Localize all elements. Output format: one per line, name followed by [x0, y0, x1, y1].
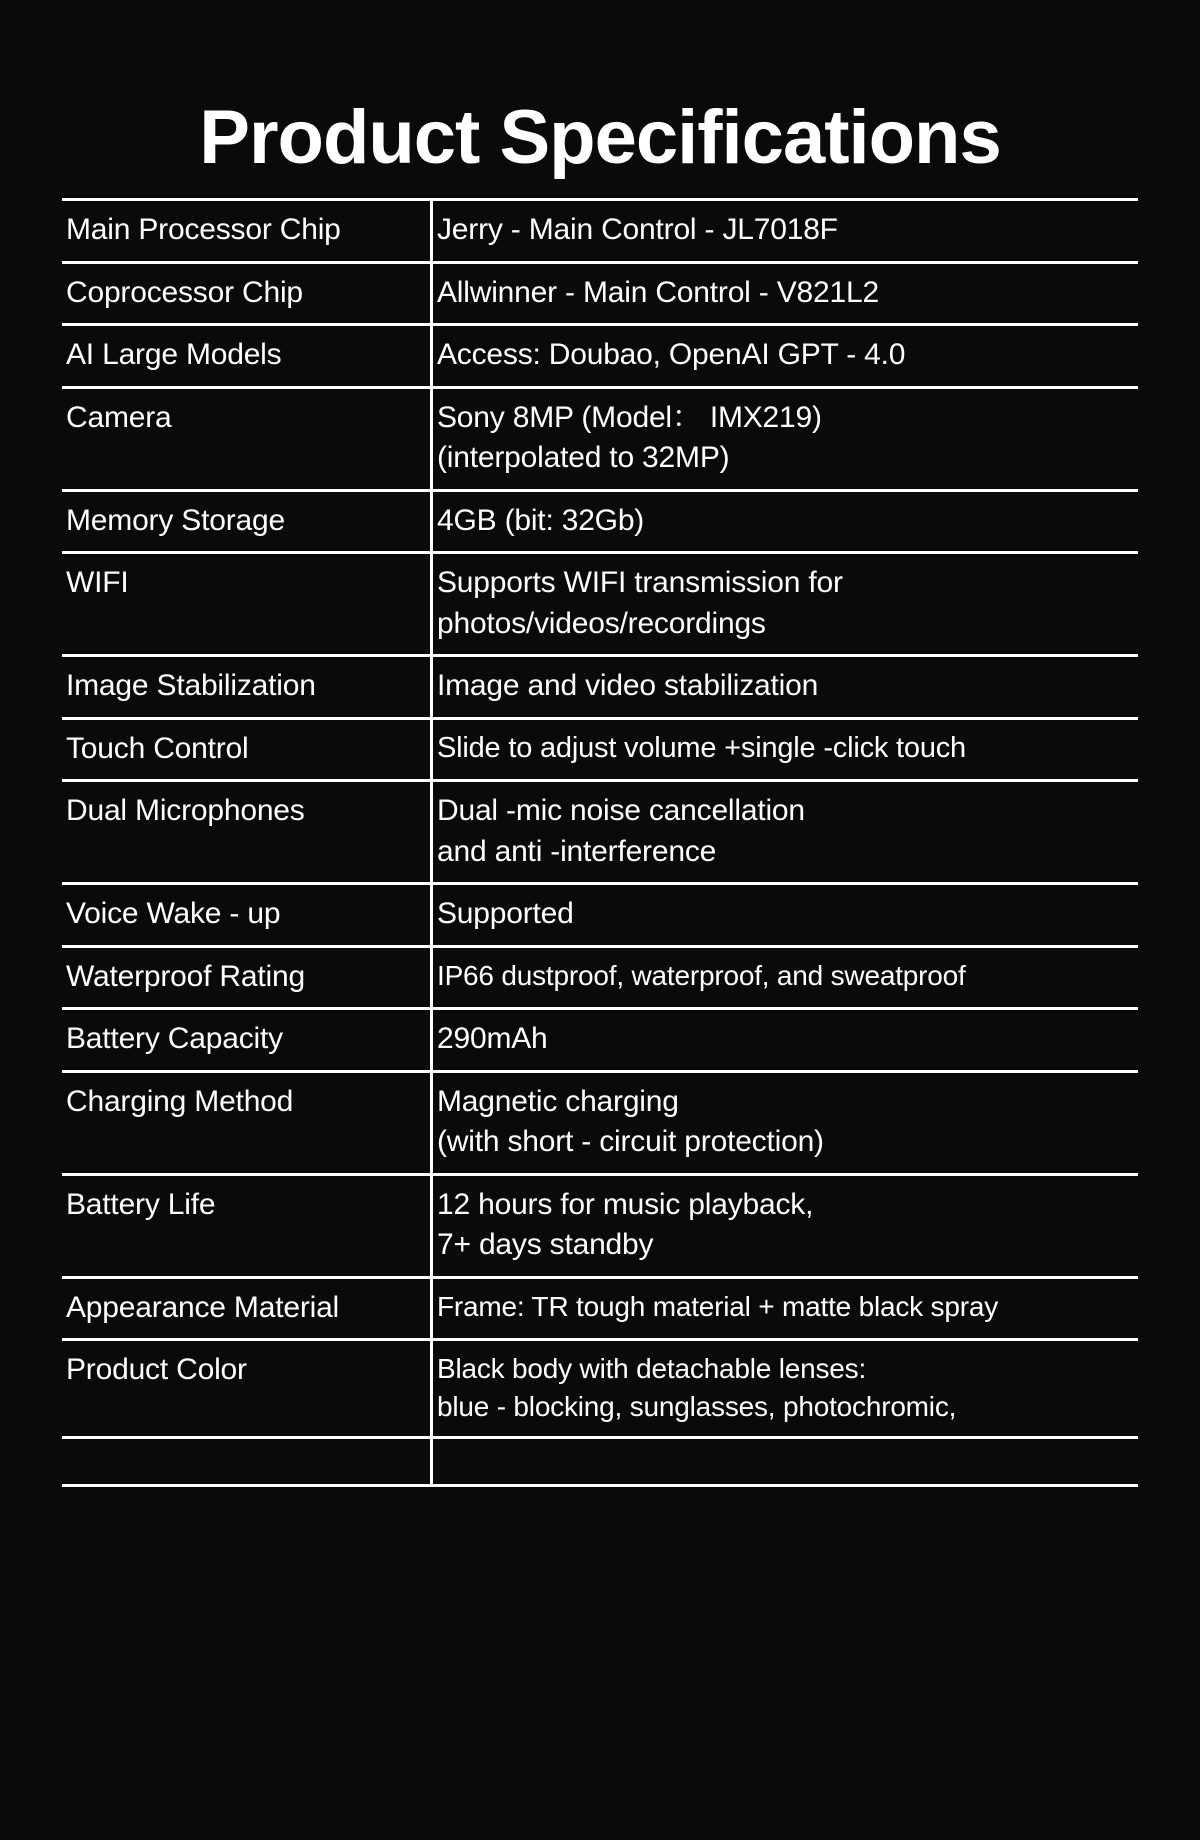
spec-value	[432, 1174, 1139, 1277]
table-row	[62, 1009, 1138, 1072]
spec-value-line: Slide to adjust volume +single -click touch	[437, 731, 966, 764]
spec-value	[432, 1071, 1139, 1174]
spec-value	[432, 1277, 1139, 1340]
spec-value-line: Black body with detachable lenses:	[437, 1353, 867, 1384]
spec-value-line: Image and video stabilization	[437, 669, 819, 702]
spec-value-line: 7+ days standby	[437, 1228, 654, 1261]
table-row	[62, 553, 1138, 656]
spec-label: Image Stabilization	[62, 656, 432, 719]
spec-value-line: Allwinner - Main Control - V821L2	[437, 275, 879, 309]
table-row	[62, 262, 1138, 325]
table-row	[62, 718, 1138, 781]
table-row-spacer	[62, 1437, 1138, 1485]
spec-value	[432, 1009, 1139, 1072]
spec-label: WIFI	[62, 553, 432, 656]
spec-value-line: Dual -mic noise cancellation	[437, 794, 805, 827]
table-row	[62, 1071, 1138, 1174]
spec-value-line: IP66 dustproof, waterproof, and sweatproof	[437, 959, 966, 991]
spec-value	[432, 946, 1139, 1009]
spec-label: Coprocessor Chip	[62, 262, 432, 325]
table-row	[62, 200, 1138, 263]
spec-value	[432, 553, 1139, 656]
spec-value	[432, 781, 1139, 884]
table-row	[62, 387, 1138, 490]
spec-value-line: blue - blocking, sunglasses, photochromic,	[437, 1390, 957, 1422]
table-row	[62, 1277, 1138, 1340]
spec-value	[432, 656, 1139, 719]
table-row	[62, 490, 1138, 553]
spec-value-line: Frame: TR tough material + matte black spray	[437, 1290, 999, 1322]
spec-value	[432, 884, 1139, 947]
spec-value-line: Jerry - Main Control - JL7018F	[437, 213, 838, 246]
spec-label: Appearance Material	[62, 1277, 432, 1340]
spec-value-line: (interpolated to 32MP)	[437, 441, 730, 474]
table-row	[62, 781, 1138, 884]
spec-value	[432, 718, 1139, 781]
spec-value	[432, 387, 1139, 490]
spec-label: Waterproof Rating	[62, 946, 432, 1009]
spec-value-empty	[432, 1437, 1139, 1485]
spec-value-line: Supports WIFI transmission for	[437, 566, 843, 599]
spec-label: Camera	[62, 387, 432, 490]
spec-value-line: Supported	[437, 897, 574, 930]
spec-label: AI Large Models	[62, 325, 432, 388]
spec-value-line: photos/videos/recordings	[437, 606, 766, 640]
spec-value	[432, 1340, 1139, 1438]
table-row	[62, 1340, 1138, 1438]
spec-value	[432, 200, 1139, 263]
spec-label: Product Color	[62, 1340, 432, 1438]
spec-value-line: Magnetic charging	[437, 1084, 679, 1118]
table-row	[62, 656, 1138, 719]
spec-value	[432, 262, 1139, 325]
spec-value-line: and anti -interference	[437, 834, 717, 868]
spec-label: Battery Capacity	[62, 1009, 432, 1072]
spec-label: Memory Storage	[62, 490, 432, 553]
spec-label: Touch Control	[62, 718, 432, 781]
specifications-table	[62, 198, 1138, 1487]
spec-value-line: 290mAh	[437, 1022, 548, 1055]
table-row	[62, 1174, 1138, 1277]
spec-value-line: 4GB (bit: 32Gb)	[437, 503, 645, 537]
spec-label: Main Processor Chip	[62, 200, 432, 263]
spec-value	[432, 490, 1139, 553]
spec-label: Charging Method	[62, 1071, 432, 1174]
spec-value-line: (with short - circuit protection)	[437, 1125, 824, 1158]
table-row	[62, 946, 1138, 1009]
spec-label-empty	[62, 1437, 432, 1485]
spec-value	[432, 325, 1139, 388]
spec-value-line: 12 hours for music playback,	[437, 1187, 814, 1221]
specifications-table-body	[62, 200, 1138, 1486]
page-title: Product Specifications	[199, 95, 1001, 180]
spec-label: Dual Microphones	[62, 781, 432, 884]
table-row	[62, 325, 1138, 388]
table-row	[62, 884, 1138, 947]
spec-label: Voice Wake - up	[62, 884, 432, 947]
spec-value-line: Access: Doubao, OpenAI GPT - 4.0	[437, 338, 906, 371]
spec-label: Battery Life	[62, 1174, 432, 1277]
spec-value-line: Sony 8MP (Model： IMX219)	[437, 400, 822, 434]
